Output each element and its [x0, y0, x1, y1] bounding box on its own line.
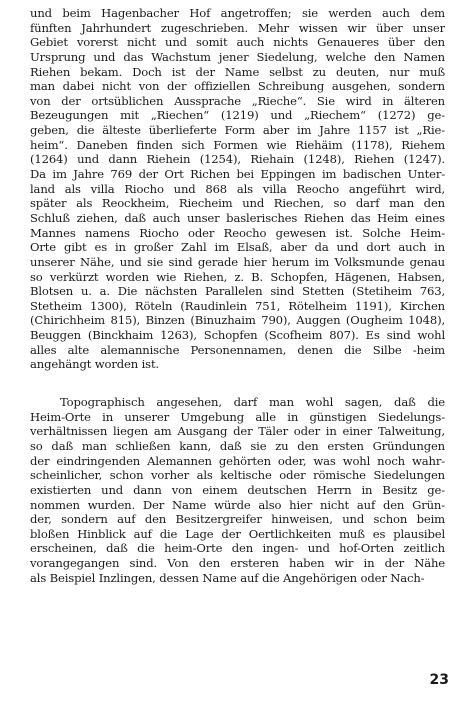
text-line: Blotsen u. a. Die nächsten Parallelen sind Stetten (Stetiheim 763,: [30, 284, 445, 299]
text-line: Stetheim 1300), Röteln (Raudinlein 751, Rötelheim 1191), Kirchen: [30, 298, 445, 313]
text-line: Beuggen (Binckhaim 1263), Schopfen (Scofheim 807). Es sind wohl: [30, 328, 445, 343]
text-line: unserer Nähe, und sie sind gerade hier herum im Volksmunde genau: [30, 254, 445, 269]
text-line: vorangegangen sind. Von den ersteren haben wir in der Nähe: [30, 556, 445, 571]
text-line: später als Reockheim, Riecheim und Riechen, so darf man den: [30, 196, 445, 211]
text-line: Riehen bekam. Doch ist der Name selbst zu deuten, nur muß: [30, 64, 445, 79]
text-line: von der ortsüblichen Aussprache „Rieche“. Sie wird in älteren: [30, 93, 445, 108]
text-line: geben, die älteste überlieferte Form aber im Jahre 1157 ist „Rie-: [30, 123, 445, 138]
text-line: (1264) und dann Riehein (1254), Riehain (1248), Riehen (1247).: [30, 152, 445, 167]
text-line: Bezeugungen mit „Riechen“ (1219) und „Riechem“ (1272) ge-: [30, 108, 445, 123]
page-body: [30, 6, 445, 585]
text-line: als Beispiel Inzlingen, dessen Name auf die Angehörigen oder Nach-: [30, 570, 425, 585]
text-line: und beim Hagenbacher Hof angetroffen; sie werden auch dem: [30, 6, 445, 20]
text-line: fünften Jahrhundert zugeschrieben. Mehr wissen wir über unser: [30, 20, 445, 35]
text-line: nommen wurden. Der Name würde also hier nicht auf den Grün-: [30, 497, 445, 512]
text-line: bloßen Hinblick auf die Lage der Oertlichkeiten muß es plausibel: [30, 526, 445, 541]
text-line: der, sondern auf den Besitzergreifer hinweisen, und schon beim: [30, 512, 445, 527]
text-line: Da im Jahre 769 der Ort Richen bei Eppingen im badischen Unter-: [30, 167, 445, 182]
paragraph-1: [30, 6, 445, 372]
paragraph-2: [30, 395, 445, 585]
text-line: Ursprung und das Wachstum jener Siedelung, welche den Namen: [30, 49, 445, 64]
paragraph-gap: [30, 372, 445, 395]
text-line: Gebiet vorerst nicht und somit auch nichts Genaueres über den: [30, 35, 445, 50]
text-line: existierten und dann von einem deutschen Herrn in Besitz ge-: [30, 482, 445, 497]
text-line: so daß man schließen kann, daß sie zu den ersten Gründungen: [30, 438, 445, 453]
text-line: angehängt worden ist.: [30, 357, 160, 372]
text-line: man dabei nicht von der offiziellen Schreibung ausgehen, sondern: [30, 79, 445, 94]
text-line: verhältnissen liegen am Ausgang der Täler oder in einer Talweitung,: [30, 424, 445, 439]
text-line: land als villa Riocho und 868 als villa Reocho angeführt wird,: [30, 181, 445, 196]
text-line: Orte gibt es in großer Zahl im Elsaß, aber da und dort auch in: [30, 240, 445, 255]
text-line: der eindringenden Alemannen gehörten oder, was wohl noch wahr-: [30, 453, 445, 468]
text-line: Heim-Orte in unserer Umgebung alle in günstigen Siedelungs-: [30, 409, 445, 424]
text-line: Schluß ziehen, daß auch unser baslerisches Riehen das Heim eines: [30, 210, 445, 225]
page-number: 23: [429, 672, 449, 688]
text-line: erscheinen, daß die heim-Orte den ingen- und hof-Orten zeitlich: [30, 541, 445, 556]
text-line: (Chirichheim 815), Binzen (Binuzhaim 790), Auggen (Ougheim 1048),: [30, 313, 445, 328]
text-line: scheinlicher, schon vorher als keltische oder römische Siedelungen: [30, 468, 445, 483]
text-line: Mannes namens Riocho oder Reocho gewesen ist. Solche Heim-: [30, 225, 445, 240]
text-line: Topographisch angesehen, darf man wohl sagen, daß die: [60, 395, 445, 410]
text-line: alles alte alemannische Personennamen, denen die Silbe -heim: [30, 342, 445, 357]
text-line: so verkürzt worden wie Riehen, z. B. Schopfen, Hägenen, Habsen,: [30, 269, 445, 284]
text-line: heim“. Daneben finden sich Formen wie Riehäim (1178), Riehem: [30, 137, 445, 152]
